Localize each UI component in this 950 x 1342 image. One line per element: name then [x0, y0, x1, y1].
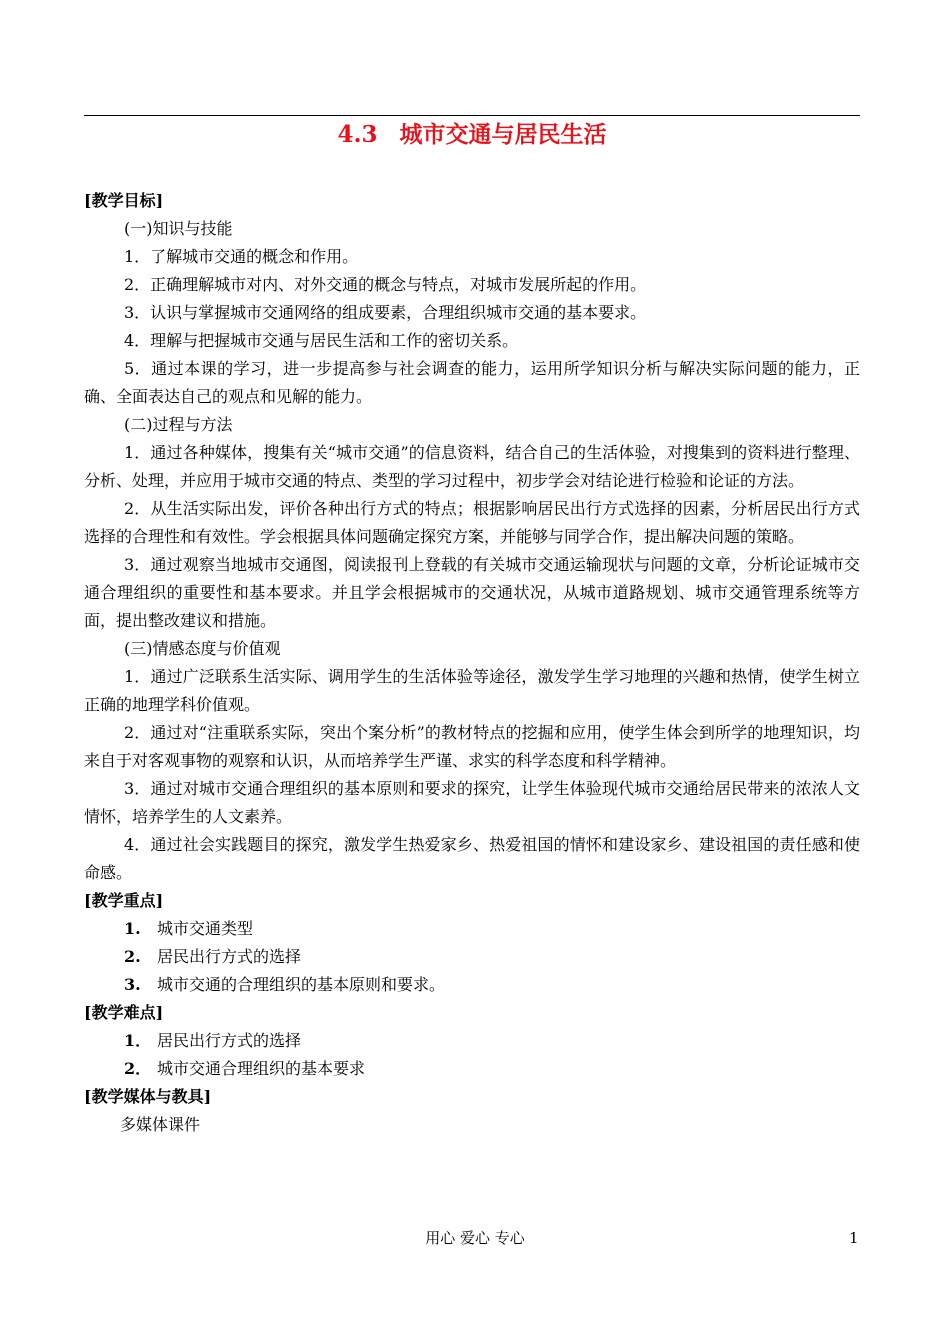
- title-number: 4.3: [337, 121, 378, 148]
- attitude-heading: (三)情感态度与价值观: [124, 639, 281, 658]
- key-point-item: [84, 943, 860, 971]
- knowledge-item-1: 1．了解城市交通的概念和作用。: [124, 247, 359, 266]
- knowledge-item-2: 2．正确理解城市对内、对外交通的概念与特点，对城市发展所起的作用。: [124, 275, 647, 294]
- objectives-heading: [教学目标]: [84, 191, 164, 210]
- knowledge-heading: (一)知识与技能: [124, 219, 233, 238]
- key-point-number: 3.: [124, 975, 141, 994]
- key-point-item: [84, 971, 860, 999]
- attitude-item-2: 2．通过对“注重联系实际，突出个案分析”的教材特点的挖掘和应用，使学生体会到所学的地理知识，均来自于对客观事物的观察和认识，从而培养学生严谨、求实的科学态度和科学精神。: [84, 723, 860, 770]
- difficulty-text: 城市交通合理组织的基本要求: [157, 1059, 366, 1078]
- difficulty-item: [84, 1055, 860, 1083]
- key-point-item: [84, 915, 860, 943]
- knowledge-item-3: 3．认识与掌握城市交通网络的组成要素，合理组织城市交通的基本要求。: [124, 303, 647, 322]
- media-heading: [教学媒体与教具]: [84, 1087, 212, 1106]
- key-point-text: 居民出行方式的选择: [157, 947, 302, 966]
- page-title: [84, 118, 860, 152]
- document-body: [84, 187, 860, 1139]
- key-point-number: 2.: [124, 947, 141, 966]
- attitude-item-3: 3．通过对城市交通合理组织的基本原则和要求的探究，让学生体验现代城市交通给居民带来的浓浓人文情怀，培养学生的人文素养。: [84, 779, 860, 826]
- difficulty-item: [84, 1027, 860, 1055]
- process-item-2: 2．从生活实际出发，评价各种出行方式的特点；根据影响居民出行方式选择的因素，分析居民出行方式选择的合理性和有效性。学会根据具体问题确定探究方案，并能够与同学合作，提出解决问题的策略。: [84, 499, 860, 546]
- attitude-item-4: 4．通过社会实践题目的探究，激发学生热爱家乡、热爱祖国的情怀和建设家乡、建设祖国的责任感和使命感。: [84, 835, 860, 882]
- difficulty-number: 2．: [124, 1059, 152, 1078]
- key-point-text: 城市交通的合理组织的基本原则和要求。: [157, 975, 446, 994]
- title-text: 城市交通与居民生活: [399, 121, 607, 148]
- media-text: 多媒体课件: [120, 1115, 201, 1134]
- attitude-item-1: 1．通过广泛联系生活实际、调用学生的生活体验等途径，激发学生学习地理的兴趣和热情，使学生树立正确的地理学科价值观。: [84, 667, 860, 714]
- difficulties-heading: [教学难点]: [84, 1003, 164, 1022]
- knowledge-item-5: 5．通过本课的学习，进一步提高参与社会调查的能力，运用所学知识分析与解决实际问题的能力，正确、全面表达自己的观点和见解的能力。: [84, 359, 860, 406]
- difficulty-number: 1．: [124, 1031, 152, 1050]
- process-item-1: 1．通过各种媒体，搜集有关“城市交通”的信息资料，结合自己的生活体验，对搜集到的资料进行整理、分析、处理，并应用于城市交通的特点、类型的学习过程中，初步学会对结论进行检验和论证的方法。: [84, 443, 860, 490]
- process-item-3: 3．通过观察当地城市交通图，阅读报刊上登载的有关城市交通运输现状与问题的文章，分析论证城市交通合理组织的重要性和基本要求。并且学会根据城市的交通状况，从城市道路规划、城市交通管理系统等方面，提出整改建议和措施。: [84, 555, 860, 630]
- key-point-text: 城市交通类型: [157, 919, 254, 938]
- key-points-heading: [教学重点]: [84, 891, 164, 910]
- page-number: 1: [849, 1229, 859, 1247]
- knowledge-item-4: 4．理解与把握城市交通与居民生活和工作的密切关系。: [124, 331, 519, 350]
- footer-slogan: 用心 爱心 专心: [425, 1229, 525, 1247]
- key-point-number: 1.: [124, 919, 141, 938]
- difficulty-text: 居民出行方式的选择: [157, 1031, 302, 1050]
- header-rule: [84, 115, 860, 116]
- process-heading: (二)过程与方法: [124, 415, 233, 434]
